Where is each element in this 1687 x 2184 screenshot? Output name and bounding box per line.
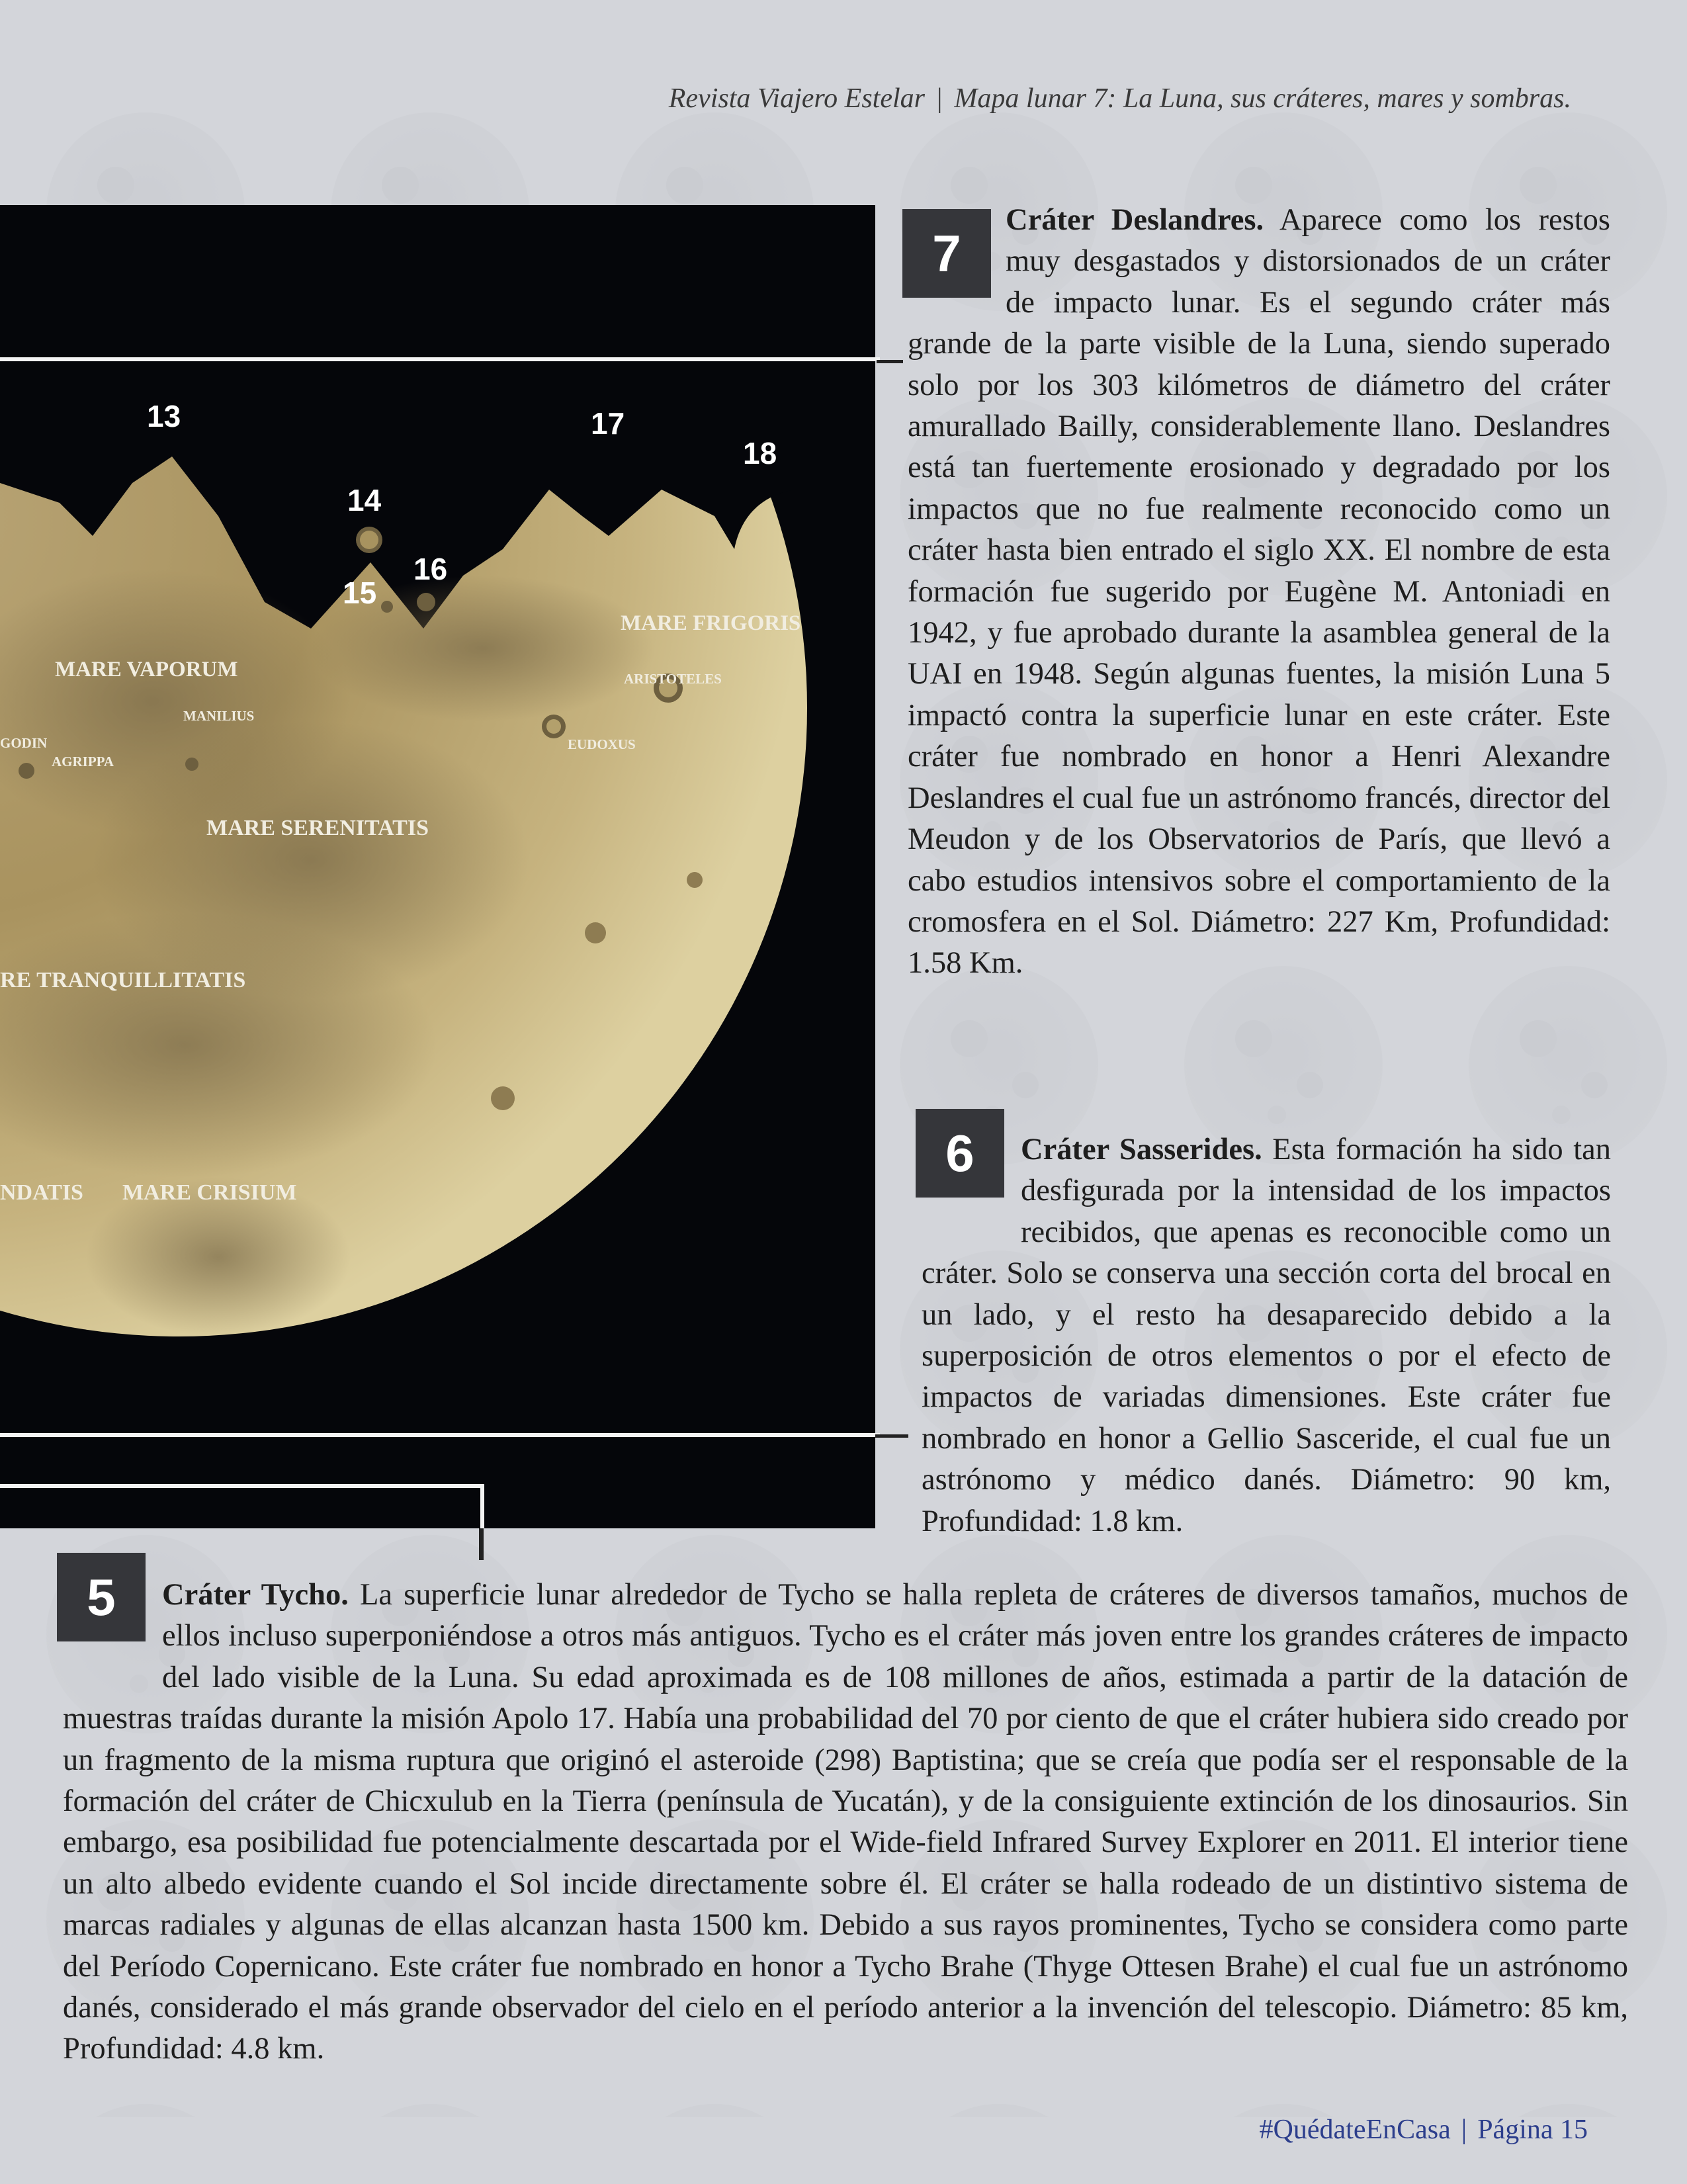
marker-18: 18 — [743, 436, 777, 470]
label-mare-crisium: MARE CRISIUM — [122, 1180, 297, 1205]
label-mare-frigoris: MARE FRIGORIS — [621, 611, 801, 635]
section-number-7: 7 — [932, 224, 961, 283]
label-mare-vaporum: MARE VAPORUM — [55, 658, 238, 681]
section-5-title: Cráter Tycho. — [162, 1578, 349, 1612]
callout-line-5-vertical — [480, 1484, 484, 1528]
magazine-name: Revista Viajero Estelar — [668, 83, 925, 114]
marker-15: 15 — [343, 576, 377, 610]
label-agrippa: AGRIPPA — [52, 754, 114, 769]
section-5-body: La superficie lunar alrededor de Tycho se halla repleta de cráteres de diversos tamaños, muchos de ellos incluso superponiéndose a otros más antiguos. Tycho es el cráter más joven entre los grandes cráteres de impacto del lado visible de la Luna. Su edad aproximada es de 108 millones de años, estimada a partir de la datación de muestras traídas durante la misión Apolo 17. Había una probabilidad del 70 por ciento de que el cráter hubiera sido creado por un fragmento de la misma ruptura que originó el asteroide (298) Baptistina; que se creía que podía ser el responsable de la formación del cráter de Chicxulub en la Tierra (península de Yucatán), y de la consiguiente extinción de los dinosaurios. Sin embargo, esa posibilidad fue potencialmente descartada por el Wide-field Infrared Survey Explorer en 2011. El interior tiene un alto albedo evidente cuando el Sol incide directamente sobre él. El cráter se halla rodeado de un distintivo sistema de marcas radiales y algunas de ellas alcanzan hasta 1500 km. Debido a sus rayos prominentes, Tycho se considera como parte del Período Copernicano. Este cráter fue nombrado en honor a Tycho Brahe (Thyge Ottesen Brahe) el cual fue un astrónomo danés, considerado el más grande observador del cielo en el período anterior a la invención del telescopio. Diámetro: 85 km, Profundidad: 4.8 km. — [63, 1578, 1628, 2066]
section-5-text — [63, 1575, 1628, 2070]
section-6-text — [922, 1129, 1611, 1542]
footer-hashtag: #QuédateEnCasa — [1259, 2115, 1451, 2145]
marker-17: 17 — [591, 406, 625, 441]
label-aristoteles: ARISTOTELES — [624, 671, 722, 687]
article-title: Mapa lunar 7: La Luna, sus cráteres, mares y sombras. — [954, 83, 1571, 114]
marker-14: 14 — [347, 483, 382, 517]
callout-line-6 — [0, 1433, 880, 1437]
section-number-6: 6 — [945, 1123, 974, 1182]
callout-line-5-horizontal — [0, 1484, 484, 1488]
section-number-5: 5 — [87, 1567, 116, 1626]
section-6-title: Cráter Sasserides. — [1021, 1133, 1262, 1166]
label-manilius: MANILIUS — [183, 708, 255, 724]
footer-separator: | — [1461, 2115, 1467, 2145]
moon-disc — [0, 205, 875, 1336]
callout-line-6-tick — [875, 1434, 908, 1438]
section-6-body: Esta formación ha sido tan desfigurada por la intensidad de los impactos recibidos, que apenas es reconocible como un cráter. Solo se conserva una sección corta del brocal en un lado, y el resto ha desaparecido debido a la superposición de otros elementos o por el efecto de impactos de variadas dimensiones. Este cráter fue nombrado en honor a Gellio Sasceride, el cual fue un astrónomo y médico danés. Diámetro: 90 km, Profundidad: 1.8 km. — [922, 1133, 1611, 1538]
label-mare-serenitatis: MARE SERENITATIS — [206, 816, 429, 840]
label-godin: GODIN — [0, 735, 48, 751]
marker-13: 13 — [147, 399, 181, 433]
label-mare-undarum: NDATIS — [0, 1180, 83, 1205]
callout-line-7-tick — [877, 360, 903, 363]
section-7-text — [908, 200, 1610, 984]
section-7-title: Cráter Deslandres. — [1006, 203, 1264, 237]
section-7-body: Aparece como los restos muy desgastados y distorsionados de un cráter de impacto lunar. Es el segundo cráter más grande de la parte visible de la Luna, siendo superado solo por los 303 kilómetros de diámetro del cráter amurallado Bailly, considerablemente llano. Deslandres está tan fuertemente erosionado y degradado por los impactos que no fue realmente reconocido como un cráter hasta bien entrado el siglo XX. El nombre de esta formación fue sugerido por Eugène M. Antoniadi en 1942, y fue aprobado durante la asamblea general de la UAI en 1948. Según algunas fuentes, la misión Luna 5 impactó contra la superficie lunar en este cráter. Este cráter fue nombrado en honor a Henri Alexandre Deslandres el cual fue un astrónomo francés, director del Meudon y de los Observatorios de París, que llevó a cabo estudios intensivos sobre el comportamiento de la cromosfera en el Sol. Diámetro: 227 Km, Profundidad: 1.58 Km. — [908, 203, 1610, 981]
page-footer — [0, 2114, 1588, 2146]
callout-line-5-vertical-dark — [479, 1528, 484, 1560]
callout-line-7 — [0, 357, 880, 361]
marker-16: 16 — [413, 552, 448, 586]
header-separator: | — [937, 83, 943, 114]
label-eudoxus: EUDOXUS — [568, 736, 636, 752]
page-header — [0, 83, 1571, 114]
label-mare-tranquillitatis: RE TRANQUILLITATIS — [0, 968, 246, 992]
page-number: Página 15 — [1477, 2115, 1588, 2145]
moon-photo — [0, 205, 875, 1528]
